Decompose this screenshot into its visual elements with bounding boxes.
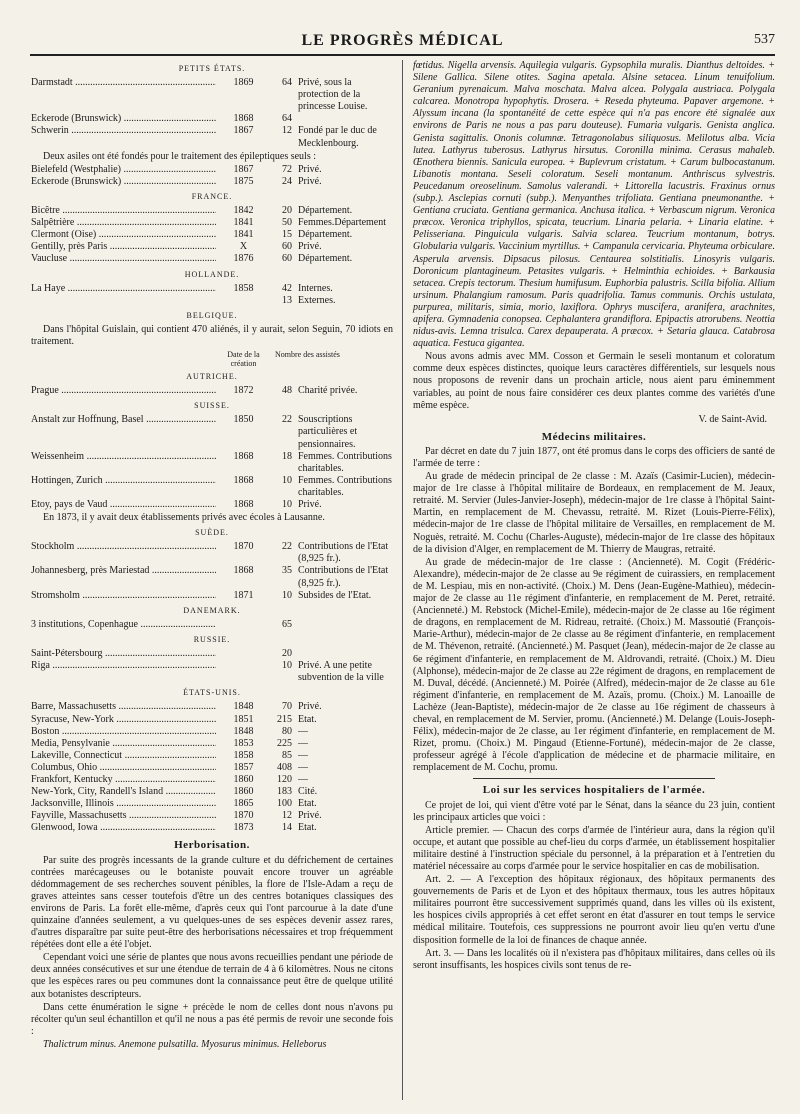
patient-count: 18	[282, 450, 292, 462]
status-text: Charité privée.	[298, 385, 358, 397]
military-intro: Par décret en date du 7 juin 1877, ont été promus dans le corps des officiers de santé de l'armée de terre :	[413, 445, 775, 469]
patient-count: 72	[282, 163, 292, 175]
patient-count: 15	[282, 229, 292, 241]
creation-date	[216, 295, 271, 307]
table-row	[31, 499, 393, 511]
table-row	[31, 714, 393, 726]
table-row	[31, 414, 393, 450]
table-row	[31, 774, 393, 786]
status-text: Privé.	[298, 701, 322, 713]
status-text: Femmes. Contributions charitables.	[298, 450, 392, 474]
table-row	[31, 701, 393, 713]
section-rule	[473, 778, 715, 779]
creation-date: 1868	[233, 113, 254, 125]
law-article-3: Art. 3. — Dans les localités où il n'existera pas d'hôpitaux militaires, dans celles où ils seront insuffisants, les hospices civils sont tenus de re-	[413, 947, 775, 971]
table-row	[31, 619, 393, 631]
creation-date: 1868	[233, 450, 254, 462]
status-text	[296, 648, 393, 660]
creation-date: 1870	[233, 810, 254, 822]
creation-date: 1850	[233, 414, 254, 426]
patient-count: 183	[277, 786, 292, 798]
military-p1: Au grade de médecin principal de 2e classe : M. Azaïs (Casimir-Lucien), médecin-major de 1re classe à l'hôpital militaire de Bordeaux, en remplacement de M. Jeaux, retraité. M. Servier (Jules-Janvier-Joseph), médecin-major de 1re classe à l'hôpital Saint-Martin, en remplacement de M. Chevassu, retraité. M. Rizet (Louis-Pierre-Félix), médecin-major de 1re classe de l'hôpital militaire de Versailles, en remplacement de M. Noguès, retraité. M. Cochu (Charles-Auguste), médecin-major de 1re classe des hôpitaux de la division d'Alger, en remplacement de M. Thierry de Maugras, retraité.	[413, 471, 775, 555]
status-text: —	[298, 773, 308, 785]
patient-count: 35	[282, 565, 292, 577]
institution-name: Gentilly, près Paris .....	[31, 241, 216, 253]
status-text: Privé.	[298, 241, 322, 253]
table-row	[31, 822, 393, 834]
patient-count: 24	[282, 175, 292, 187]
institution-name: Etoy, pays de Vaud .....	[31, 499, 216, 511]
table-row	[31, 295, 393, 307]
table-row	[31, 176, 393, 188]
institution-name	[31, 295, 216, 307]
patient-count: 64	[282, 113, 292, 125]
status-text: Département.	[298, 229, 353, 241]
institution-name: Stromsholm .....	[31, 590, 216, 602]
institution-name: Fayville, Massachusetts .....	[31, 810, 216, 822]
creation-date: 1857	[233, 761, 254, 773]
creation-date: 1851	[233, 713, 254, 725]
table-row	[31, 253, 393, 265]
patient-count: 13	[282, 294, 292, 306]
patient-count: 64	[282, 77, 292, 89]
table-row	[31, 590, 393, 602]
hospital-law-title: Loi sur les services hospitaliers de l'armée.	[482, 784, 706, 797]
creation-date: 1842	[233, 205, 254, 217]
institutions-table-part4	[31, 527, 393, 834]
institution-name: Stockholm .....	[31, 541, 216, 565]
table-header	[31, 350, 393, 368]
creation-date: 1841	[233, 217, 254, 229]
status-text: Département.	[298, 253, 353, 265]
law-intro: Ce projet de loi, qui vient d'être voté par le Sénat, dans la séance du 23 juin, contient les principaux articles que voici :	[413, 799, 775, 823]
status-text: Département.	[298, 205, 353, 217]
creation-date	[216, 648, 271, 660]
patient-count: 20	[282, 205, 292, 217]
plant-list: fœtidus. Nigella arvensis. Aquilegia vulgaris. Gypsophila muralis. Dianthus deltoides. + Silene Gallica. Silene otites. Sagina apetala. Alsine setacea. Linum tenuifolium. Geranium pyrenaicum. Malva moschata. Malva alcea. Polygala austriaca. Polygala calcarea. Monotropa hypophytis. Drosera. + Reseda phyteuma. Papaver argemone. + Alyssum incana (la spontanéité de cette espèce qui n'a pas encore été signalée aux environs de Paris ne nous a pas paru douteuse). Fumaria vulgaris. Genista anglica. Genista sagittalis. Ononis columnæ. Tetragonolabus siliquosus. Melilotus alba. Vicia lutea. Lathyrus tuberosus. Lathyrus hirsutus. Coronilla minima. Cerasus mahaleb. Œnothera biennis. Sanicula europea. + Buplevrum cristatum. + Carum bulbocastanum. Libanotis montana. Seseli coloratum. Seseli montanum. Anthriscus sylvestris. Peucedanum oreoselinum. Samolus valerandi. + Littorella lacustris. Fraxinus ornus (subp.). Asclepias cornuti (subp.). Menyanthes trifoliata. Gentiana pneumonanthe. + Gentiana cruciata. Gentiana germanica. Anchusa italica. + Verbascum nigrum. Veronica præcox. Veronica triphyllos, spicata, teucrium. Linaria pelaria. + Linaria elatine. + Pelisseriana. Pinguicula vulgaris. Salvia sclarea. Teucrium montanum, botrys. Globularia vulgaris. Vaccinium myrtillus. + Campanula cervicaria. Phyteuma orbiculare. Asperula arvensis. Dipsacus pilosus. Centaurea solstitialis. Linosyris vulgaris. Doronicum plantagineum. Petasites vulgaris. + Helminthia echioides. + Barkausia setacea. Crepis tectorum. Thesium humifusum. Euphorbia palustris. Scilla bifolia. Allium ursinum. Phalangium ramosum. Paris quadrifolia. Tamus communis. Orchis ustulata, purpurea, militaris, simia, morio, laxiflora. Ophrys muscifera, aranifera, arachnites, apifera. Gymnadenia conopsea. Cephalantera grandiflora. Epipactis atrorubens. Neottia nidus-avis. Lemna trisulca. Carex depauperata. A præcox. + Setaria glauca. Catabrosa aquatica. Festuca gigantea.	[413, 60, 775, 350]
institution-name: Bicêtre .....	[31, 205, 216, 217]
page-header	[30, 30, 775, 56]
table-row	[31, 217, 393, 229]
patient-count: 60	[282, 241, 292, 253]
status-text: —	[298, 725, 308, 737]
table-row	[31, 113, 393, 125]
status-text: Contributions de l'Etat (8,925 fr.).	[298, 565, 389, 589]
suisse-note: En 1873, il y avait deux établissements privés avec écoles à Lausanne.	[43, 512, 325, 524]
creation-date: 1868	[233, 499, 254, 510]
country-heading: AUTRICHE.	[186, 372, 238, 382]
table-row	[31, 205, 393, 217]
creation-date: 1871	[233, 589, 254, 601]
table-row	[31, 786, 393, 798]
institutions-table-part3	[31, 371, 393, 511]
table-row	[31, 451, 393, 475]
status-text: Privé.	[298, 163, 322, 175]
country-heading: SUISSE.	[194, 401, 230, 411]
table-row	[31, 648, 393, 660]
table-row	[31, 125, 393, 149]
table-row	[31, 164, 393, 176]
status-text: Etat.	[298, 798, 317, 810]
institution-name: Hottingen, Zurich .....	[31, 475, 216, 499]
herborisation-p3: Dans cette énumération le signe + précède le nom de celles dont nous n'avons pu récolter qu'un seul échantillon et qu'il ne nous a pas été permis de revoir une seconde fois :	[31, 1001, 393, 1037]
column-divider	[402, 60, 403, 1100]
patient-count: 70	[282, 701, 292, 713]
institution-name: Barre, Massachusetts .....	[31, 701, 216, 713]
institutions-table-part2	[31, 164, 393, 322]
creation-date: 1867	[233, 125, 254, 137]
institution-name: Anstalt zur Hoffnung, Basel .....	[31, 414, 216, 450]
patient-count: 85	[282, 749, 292, 761]
status-text: —	[298, 761, 308, 773]
patient-count: 10	[282, 660, 292, 672]
patient-count: 12	[282, 125, 292, 137]
country-heading: RUSSIE.	[193, 634, 231, 644]
status-text: Contributions de l'Etat (8,925 fr.).	[298, 541, 389, 565]
status-text: —	[298, 737, 308, 749]
patient-count: 12	[282, 810, 292, 822]
patient-count: 60	[282, 253, 292, 265]
institution-name: Riga .....	[31, 660, 216, 684]
table-row	[31, 750, 393, 762]
patient-count: 408	[277, 761, 292, 773]
country-heading: FRANCE.	[191, 191, 233, 201]
patient-count: 10	[282, 589, 292, 601]
status-text: Externes.	[298, 294, 336, 306]
creation-date: 1867	[233, 163, 254, 175]
table-row	[31, 762, 393, 774]
patient-count: 20	[282, 648, 292, 660]
status-text: —	[298, 749, 308, 761]
institutions-table-part1	[31, 63, 393, 150]
institution-name: Clermont (Oise) .....	[31, 229, 216, 241]
creation-date	[216, 660, 271, 684]
institution-name: Johannesberg, près Mariestad .....	[31, 565, 216, 589]
institution-name: Salpêtrière .....	[31, 217, 216, 229]
table-header-count: Nombre des assistés	[275, 350, 340, 360]
creation-date: 1841	[233, 229, 254, 241]
patient-count: 48	[282, 385, 292, 397]
creation-date: 1873	[233, 822, 254, 834]
creation-date: 1853	[233, 737, 254, 749]
herborisation-p4: Thalictrum minus. Anemone pulsatilla. Myosurus minimus. Helleborus	[43, 1038, 327, 1050]
institution-name: Darmstadt .....	[31, 77, 216, 113]
status-text: Cité.	[298, 786, 318, 798]
table-row	[31, 565, 393, 589]
institution-name: Boston .....	[31, 726, 216, 738]
status-text: Fondé par le duc de Mecklenbourg.	[298, 125, 377, 149]
military-p2: Au grade de médecin-major de 1re classe : (Ancienneté). M. Cogit (Frédéric-Alexandre), médecin-major de 2e classe au 9e régiment de cuirassiers, en remplacement de M. Lespiau, mis en non-activité. (Choix.) M. Dens (Jean-Eugène-Mathieu), médecin-major de 2e classe au 11e régiment d'infanterie, en remplacement de M. Peret, retraité. (Ancienneté.) M. Rebstock (Michel-Emile), médecin-major de 2e classe au 16e régiment de dragons, en remplacement de M. Ridreau, retraité. (Choix.) M. Massoutié (François-Marie-Arthur), médecin-major de 2e classe au 8e régiment d'infanterie, en remplacement de M. Thévenon, retraité. (Ancienneté.) M. Pasquet (Jean), médecin-major de 2e classe au 6e régiment d'infanterie, en remplacement de M. Aldrovandi, retraité. (Choix.) M. Dieu (Alphonse), médecin-major de 2e classe au 22e régiment de dragons, en remplacement de M. Duval, décédé. (Ancienneté.) M. Poirée (Alfred), médecin-major de 2e classe au 61e régiment d'infanterie, en remplacement de M. Azaïs, promu. (Choix.) M. Lanoaille de Lachèze (Jean-Baptiste), médecin-major de 2e classe au 16e régiment de chasseurs à cheval, en remplacement de M. Servier, promu. (Ancienneté.) M. Delange (Louis-Joseph-Félix), médecin-major de 2e classe, au 1er régiment d'infanterie, en remplacement de M. Rizet, promu. (Choix.) M. Pingaud (Etienne-Fortuné), médecin-major de 2e classe, professeur agrégé à l'école d'application de médecine et de pharmacie militaire, en remplacement de M. Cochu, promu.	[413, 556, 775, 774]
country-heading: HOLLANDE.	[184, 269, 240, 279]
herborisation-p1: Par suite des progrès incessants de la grande culture et du défrichement de certaines contrées marécageuses ou le botaniste pouvait encore trouver un agréable dédommagement de ses recherches souvent pénibles, la flore de l'Isle-Adam a reçu de graves atteintes sans cesser toutefois d'être un des centres botaniques classiques des environs de Paris. La forêt elle-même, d'après ceux qui l'ont parcourue à la date d'une quinzaine d'années seulement, a vu quelques-unes de ses espèces devenir assez rares, d'autres disparaître par suite peut-être des herborisations nécessaires et trop fréquemment répétées dont elle a été l'objet.	[31, 854, 393, 951]
country-heading: SUÈDE.	[195, 528, 229, 538]
patient-count: 10	[282, 474, 292, 486]
table-row	[31, 385, 393, 397]
institution-name: Frankfort, Kentucky .....	[31, 774, 216, 786]
creation-date: 1872	[233, 385, 254, 397]
creation-date: 1848	[233, 725, 254, 737]
status-text	[296, 619, 393, 631]
herborisation-title: Herborisation.	[174, 839, 250, 852]
creation-date: 1860	[233, 786, 254, 798]
institution-name: La Haye .....	[31, 283, 216, 295]
table-row	[31, 77, 393, 113]
status-text: Privé.	[298, 810, 322, 822]
institution-name: 3 institutions, Copenhague .....	[31, 619, 216, 631]
patient-count: 215	[277, 713, 292, 725]
table-row	[31, 283, 393, 295]
creation-date: 1858	[233, 282, 254, 294]
herborisation-p2: Cependant voici une série de plantes que nous avons recueillies pendant une période de deux années consécutives et sur une étendue de terrain de 4 à 6 kilomètres. Nous ne citons que les espèces rares ou peu communes dont la connaissance peut être de quelque utilité aux botanistes descripteurs.	[31, 952, 393, 1000]
institution-name: Weissenheim .....	[31, 451, 216, 475]
journal-title: LE PROGRÈS MÉDICAL	[301, 32, 504, 49]
military-doctors-title: Médecins militaires.	[541, 430, 647, 443]
creation-date: 1870	[233, 541, 254, 553]
patient-count: 120	[277, 773, 292, 785]
institution-name: Eckerode (Brunswick) .....	[31, 176, 216, 188]
status-text: Privé, sous la protection de la princesse Louise.	[298, 77, 368, 113]
species-remark: Nous avons admis avec MM. Cosson et Germain le seseli montanum et coloratum comme deux espèces distinctes, quoique leurs caractères différentiels, sur lesquels nous nous proposons de revenir dans un prochain article, nous aient paru éminemment variables, au point de nous faire considérer ces deux plantes comme des variétés d'une même espèce.	[413, 351, 775, 411]
institution-name: Syracuse, New-York .....	[31, 714, 216, 726]
page-number: 537	[754, 32, 775, 47]
table-row	[31, 475, 393, 499]
status-text: Subsides de l'Etat.	[298, 589, 372, 601]
creation-date	[216, 619, 271, 631]
table-row	[31, 726, 393, 738]
country-heading: DANEMARK.	[183, 605, 241, 615]
status-text: Etat.	[298, 713, 317, 725]
institution-name: Lakeville, Connecticut .....	[31, 750, 216, 762]
institution-name: Media, Pensylvanie .....	[31, 738, 216, 750]
patient-count: 50	[282, 217, 292, 229]
creation-date: X	[239, 241, 248, 253]
patient-count: 22	[282, 541, 292, 553]
creation-date: 1865	[233, 798, 254, 810]
institution-name: Jacksonville, Illinois .....	[31, 798, 216, 810]
law-article-1: Article premier. — Chacun des corps d'armée de l'intérieur aura, dans la région qu'il occupe, et autant que possible au chef-lieu du corps d'armée, un établissement hospitalier militaire destiné à l'instruction spéciale du personnel, à la préparation et à l'entretien du matériel nécessaire au corps d'armée pour le service hospitalier en cas de mobilisation.	[413, 824, 775, 872]
table-row	[31, 738, 393, 750]
institution-name: Prague .....	[31, 385, 216, 397]
institution-name: Vaucluse .....	[31, 253, 216, 265]
creation-date: 1868	[233, 565, 254, 577]
status-text	[296, 113, 393, 125]
epileptic-note: Deux asiles ont été fondés pour le traitement des épileptiques seuls :	[43, 150, 316, 162]
creation-date: 1860	[233, 773, 254, 785]
creation-date: 1848	[233, 701, 254, 713]
patient-count: 42	[282, 282, 292, 294]
patient-count: 225	[277, 737, 292, 749]
institution-name: Eckerode (Brunswick) .....	[31, 113, 216, 125]
status-text: Privé.	[298, 499, 322, 510]
institution-name: Schwerin .....	[31, 125, 216, 149]
table-row	[31, 660, 393, 684]
creation-date: 1876	[233, 253, 254, 265]
patient-count: 10	[282, 499, 292, 510]
belgique-paragraph: Dans l'hôpital Guislain, qui contient 470 aliénés, il y aurait, selon Seguin, 70 idiots en traitement.	[31, 323, 393, 347]
table-header-c1	[31, 350, 216, 368]
table-header-date: Date de la création	[227, 350, 260, 369]
table-row	[31, 798, 393, 810]
law-article-2: Art. 2. — A l'exception des hôpitaux régionaux, des hôpitaux permanents des gouvernements de Paris et de Lyon et des hôpitaux thermaux, tous les autres hôpitaux militaires pourront être successivement supprimés quand, dans les villes où ils existent, les hospices civils appropriés à cet effet seront en état d'assurer en tout temps le service médical militaire. Toutefois, ces suppressions ne pourront avoir lieu qu'en vertu d'une disposition formelle de la loi de finances de chaque année.	[413, 874, 775, 946]
creation-date: 1875	[233, 175, 254, 187]
status-text: Etat.	[298, 822, 317, 834]
institution-name: Glenwood, Iowa .....	[31, 822, 216, 834]
patient-count: 100	[277, 798, 292, 810]
patient-count: 80	[282, 725, 292, 737]
institution-name: Bielefeld (Westphalie) .....	[31, 164, 216, 176]
table-row	[31, 229, 393, 241]
country-heading: ÉTATS-UNIS.	[183, 688, 241, 698]
right-column	[413, 60, 775, 973]
left-column	[31, 60, 393, 1052]
status-text: Internes.	[298, 282, 333, 294]
patient-count: 22	[282, 414, 292, 426]
country-heading: PETITS ÉTATS.	[178, 64, 246, 73]
status-text: Souscriptions particulières et pensionnaires.	[298, 414, 358, 450]
table-row	[31, 541, 393, 565]
table-row	[31, 241, 393, 253]
country-heading: BELGIQUE.	[186, 310, 238, 320]
patient-count: 65	[282, 618, 292, 630]
institution-name: Saint-Pétersbourg .....	[31, 648, 216, 660]
status-text: Privé. A une petite subvention de la ville	[298, 660, 384, 684]
institution-name: Columbus, Ohio .....	[31, 762, 216, 774]
creation-date: 1868	[233, 474, 254, 486]
creation-date: 1858	[233, 749, 254, 761]
status-text: Privé.	[298, 175, 322, 187]
status-text: Femmes.Département	[298, 217, 387, 229]
signature: V. de Saint-Avid.	[698, 413, 767, 425]
institution-name: New-York, City, Randell's Island .....	[31, 786, 216, 798]
creation-date: 1869	[233, 77, 254, 89]
table-row	[31, 810, 393, 822]
status-text: Femmes. Contributions charitables.	[298, 474, 392, 498]
patient-count: 14	[282, 822, 292, 834]
